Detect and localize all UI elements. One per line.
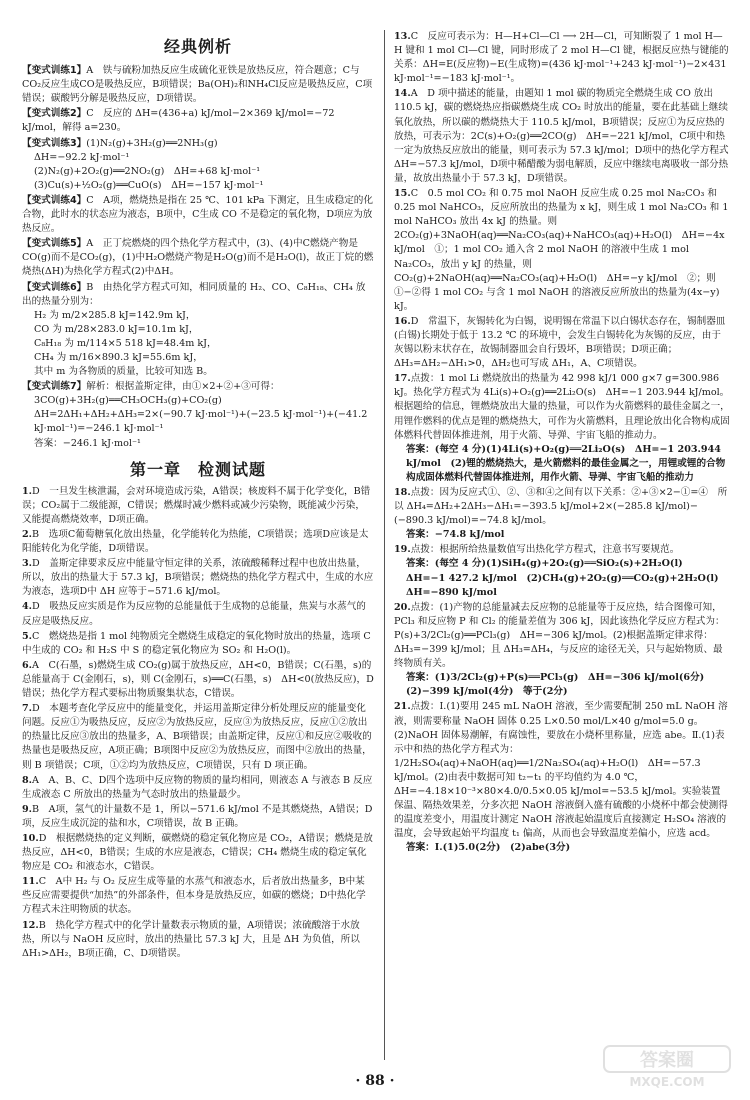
- variant-line: [22, 337, 374, 351]
- variant-line: [22, 394, 374, 436]
- answer-line: [22, 557, 374, 599]
- answer-number: 1.: [22, 485, 33, 497]
- answer-sub: 答案：Ⅰ.(1)5.0(2分) (2)abe(3分): [406, 842, 571, 854]
- answer-item: [394, 87, 730, 186]
- answer-item: [22, 803, 374, 831]
- variant-item: [22, 107, 374, 135]
- variant-line: [22, 437, 374, 451]
- answer-number: 17.: [394, 373, 411, 385]
- column-divider: [384, 30, 385, 1060]
- answer-line: [22, 630, 374, 658]
- answer-item: [394, 30, 730, 86]
- variant-item: [22, 380, 374, 450]
- variant-line: [22, 237, 374, 279]
- variant-list: [22, 64, 374, 451]
- answer-sub: 答案：−74.8 kJ/mol: [406, 529, 505, 541]
- answer-text: B 热化学方程式中的化学计量数表示物质的量，A项错误；浓硫酸溶于水放热，所以与 NaOH 反应时，放出的热量比 57.3 kJ 大，且是 ΔH 为负值，所以 ΔH₁>ΔH₂，B项正确，C、D项错误。: [22, 919, 360, 959]
- answer-number: 15.: [394, 188, 411, 200]
- answer-item: [22, 659, 374, 701]
- variant-label: 【变式训练4】: [22, 194, 87, 206]
- variant-text: 答案：−246.1 kJ·mol⁻¹: [34, 437, 141, 449]
- answer-item: [394, 486, 730, 542]
- variant-label: 【变式训练2】: [22, 108, 87, 120]
- answer-line: [22, 919, 374, 961]
- answer-sub: 答案：(每空 4 分)(1)SiH₄(g)+2O₂(g)══SiO₂(s)+2H₂O(l) ΔH=−1 427.2 kJ/mol (2)CH₄(g)+2O₂(g)══CO₂(g)+2H₂O(l) ΔH=−890 kJ/mol: [406, 558, 729, 598]
- left-column: [22, 30, 374, 962]
- section-title: 经典例析: [163, 37, 232, 56]
- answer-line: [394, 187, 730, 314]
- answer-text: D 吸热反应实质是作为反应物的总能量低于生成物的总能量，焦炭与水蒸气的反应是吸热反应。: [22, 601, 366, 627]
- answer-number: 20.: [394, 601, 411, 613]
- answer-text: D 根据燃烧热的定义判断，碳燃烧的稳定氧化物应是 CO₂，A错误；燃烧是放热反应，ΔH<0，B错误；生成的水应是液态，C错误；CH₄ 燃烧生成的稳定氧化物应是 CO₂ 和液态水，C错误。: [22, 832, 373, 873]
- variant-text: (3)Cu(s)+½O₂(g)══CuO(s) ΔH=−157 kJ·mol⁻¹: [34, 179, 264, 191]
- variant-label: 【变式训练5】: [22, 238, 87, 250]
- answer-number: 10.: [22, 832, 39, 844]
- answer-text: B A项，氢气的计量数不是 1，所以−571.6 kJ/mol 不是其燃烧热，A错误；D项，反应生成沉淀的盐和水，C项错误，故 B 正确。: [22, 803, 373, 829]
- left-answer-list: [22, 485, 374, 961]
- answer-text: 点拨：1 mol Li 燃烧放出的热量为 42 998 kJ/1 000 g×7 g=300.986 kJ。热化学方程式为 4Li(s)+O₂(g)══2Li₂O(s) ΔH=−1 203.944 kJ/mol。根据题给的信息，锂燃烧放出大量的热量，可以作为火箭燃料的最佳金属之一，用锂作燃料的优点是锂的燃烧热大，可作为火箭燃料，且理论放出化合物构成固体燃料代替固体推进剂，用于火箭、导弹、宇宙飞船的推动力。: [394, 373, 730, 441]
- answer-item: [394, 315, 730, 371]
- answer-text: C A中 H₂ 与 O₂ 反应生成等量的水蒸气和液态水，后者放出热量多，B中某些反应需要提供“加热”的外部条件，但本身是放热反应，如碳的燃烧；D中热化学方程式未注明物质的状态。: [22, 876, 366, 916]
- answer-line: [22, 702, 374, 772]
- answer-text: D 盖斯定律要求反应中能量守恒定律的关系，浓硫酸稀释过程中也放出热量，所以，放出的热量大于 57.3 kJ，B项错误；燃烧热的热化学方程式中，生成的水应为液态，选项D中 ΔH 应等于−571.6 kJ/mol。: [22, 558, 374, 598]
- answer-text: D 本题考查化学反应中的能量变化，并运用盖斯定律分析处理反应的能量变化问题。反应①为吸热反应，反应②为放热反应，反应③为放热反应，反应①②放出的热量比反应③放出的热量多，A、B项错误；由盖斯定律，反应①和反应②吸收的热量也是吸热反应，A项正确；B项图中反应②为放热反应，而图中②放出的热量，则 B 项错误；C项，①②均为放热反应，C项错误，只有 D 项正确。: [22, 703, 372, 771]
- variant-text: B 由热化学方程式可知，相同质量的 H₂、CO、C₈H₁₈、CH₄ 放出的热量分别为：: [22, 281, 366, 307]
- svg-text:答案圈: 答案圈: [640, 1050, 694, 1071]
- answer-line: [394, 315, 730, 371]
- variant-item: [22, 194, 374, 236]
- answer-sub: 答案：(1)3/2Cl₂(g)+P(s)══PCl₃(g) ΔH=−306 kJ/mol(6分) (2)−399 kJ/mol(4分) 等于(2分): [406, 672, 714, 698]
- answer-line: [394, 30, 730, 86]
- right-column: [394, 30, 730, 856]
- variant-label: 【变式训练3】: [22, 137, 87, 149]
- variant-text: CO 为 m/28×283.0 kJ=10.1m kJ，: [34, 323, 199, 335]
- variant-item: [22, 237, 374, 279]
- answer-number: 16.: [394, 315, 411, 327]
- variant-line: [22, 380, 374, 394]
- answer-item: [22, 875, 374, 917]
- variant-line: [22, 107, 374, 135]
- answer-text: C 0.5 mol CO₂ 和 0.75 mol NaOH 反应生成 0.25 mol Na₂CO₃ 和 0.25 mol NaHCO₃，反应所放出的热量为 x kJ，则生成 1 mol Na₂CO₃ 和 1 mol NaHCO₃ 放出 4x kJ 的热量。则 2CO₂(g)+3NaOH(aq)══Na₂CO₃(aq)+NaHCO₃(aq)+H₂O(l) ΔH=−4x kJ/mol ①；1 mol CO₂ 通入含 2 mol NaOH 的溶液中生成 1 mol Na₂CO₃，放出 y kJ 的热量，则 CO₂(g)+2NaOH(aq)══Na₂CO₃(aq)+H₂O(l) ΔH=−y kJ/mol ②；则①−②得 1 mol CO₂ 与含 1 mol NaOH 的溶液反应所放出的热量为(4x−y) kJ。: [394, 188, 729, 312]
- variant-label: 【变式训练6】: [22, 281, 87, 293]
- variant-line: [22, 64, 374, 106]
- page-number: · 88 ·: [355, 1073, 395, 1089]
- variant-line: [22, 179, 374, 193]
- answer-line: [22, 875, 374, 917]
- variant-line: [22, 165, 374, 179]
- answer-item: [22, 485, 374, 527]
- answer-text: B 选项C葡萄糖氧化放出热量，化学能转化为热能，C项错误；选项D应该是太阳能转化为化学能，D项错误。: [22, 529, 369, 555]
- variant-text: C 反应的 ΔH=(436+a) kJ/mol−2×369 kJ/mol=−72 kJ/mol，解得 a=230。: [22, 108, 335, 134]
- variant-item: [22, 281, 374, 380]
- answer-number: 8.: [22, 774, 33, 786]
- answer-number: 5.: [22, 630, 33, 642]
- variant-line: [22, 309, 374, 323]
- svg-text:MXQE.COM: MXQE.COM: [629, 1075, 705, 1089]
- variant-text: A 铁与硫粉加热反应生成硫化亚铁是放热反应，符合题意；C与CO₂反应生成CO是吸热反应，B项错误；Ba(OH)₂和NH₄Cl反应是吸热反应，C项错误；碳酸钙分解是吸热反应，D项错误。: [22, 65, 373, 105]
- right-answer-list: [394, 30, 730, 855]
- variant-text: (1)N₂(g)+3H₂(g)══2NH₃(g): [86, 137, 218, 149]
- answer-sub: 答案：(每空 4 分)(1)4Li(s)+O₂(g)══2Li₂O(s) ΔH=−1 203.944 kJ/mol (2)锂的燃烧热大，是火箭燃料的最佳金属之一，用锂或锂的合物构成固体燃料代替固体推进剂，用作火箭、导弹、宇宙飞船的推动力: [406, 443, 726, 483]
- answer-line: [394, 372, 730, 442]
- variant-text: C₈H₁₈ 为 m/114×5 518 kJ=48.4m kJ，: [34, 337, 217, 349]
- variant-item: [22, 64, 374, 106]
- answer-line: [22, 600, 374, 628]
- answer-text: 点拨：(1)产物的总能量减去反应物的总能量等于反应热，结合图像可知，PCl₃ 和反应物 P 和 Cl₂ 的能量差值为 306 kJ，因此该热化学反应方程式为：P(s)+3/2Cl₂(g)══PCl₃(g) ΔH=−306 kJ/mol。(2)根据盖斯定律求得：ΔH₃=−399 kJ/mol；且 ΔH₃=ΔH₄，与反应的途径无关，只与起始物质、最终物质有关。: [394, 601, 725, 670]
- answer-number: 12.: [22, 919, 39, 931]
- variant-line: [22, 151, 374, 165]
- variant-label: 【变式训练7】: [22, 381, 87, 393]
- answer-text: A C(石墨，s)燃烧生成 CO₂(g)属于放热反应，ΔH<0，B错误；C(石墨，s)的总能量高于 C(金刚石，s)，则 C(金刚石，s)══C(石墨，s) ΔH<0(放热反应)，D错误；热化学方程式要标出物质聚集状态，C错误。: [22, 659, 374, 700]
- answer-text: D 常温下，灰锡转化为白锡，说明锡在常温下以白锡状态存在，锡制器皿(白锡)长期处于低于 13.2 ℃ 的环境中，会发生白锡转化为灰锡的反应，由于灰锡以粉末状存在，故锡制器皿会自行毁坏，B项错误；D项正确；ΔH₃=ΔH₂−ΔH₁>0，ΔH₂也可写成 ΔH₁，A、C项错误。: [394, 315, 726, 370]
- answer-item: [22, 630, 374, 658]
- answer-line: [394, 700, 730, 841]
- answer-item: [22, 557, 374, 599]
- answer-item: [394, 700, 730, 855]
- answer-item: [22, 832, 374, 874]
- answer-item: [394, 187, 730, 314]
- answer-line: [22, 803, 374, 831]
- answer-text: A A、B、C、D四个选项中反应物的物质的量均相同，则液态 A 与液态 B 反应生成液态 C 所放出的热量为气态时放出的热量最少。: [22, 774, 373, 800]
- variant-line: [22, 281, 374, 309]
- variant-line: [22, 351, 374, 365]
- answer-item: [394, 601, 730, 700]
- answer-number: 4.: [22, 601, 33, 613]
- answer-text: 点拨：Ⅰ.(1)要用 245 mL NaOH 溶液，至少需要配制 250 mL NaOH 溶液，则需要称量 NaOH 固体 0.25 L×0.50 mol/L×40 g/mol=5.0 g。(2)NaOH 固体易潮解，有腐蚀性，要放在小烧杯里称量，应选 abe。Ⅱ.(1)表示中和热的热化学方程式为：1/2H₂SO₄(aq)+NaOH(aq)══1/2Na₂SO₄(aq)+H₂O(l) ΔH=−57.3 kJ/mol。(2)由表中数据可知 t₂−t₁ 的平均值约为 4.0 ℃，ΔH=−4.18×10⁻³×80×4.0/0.5×0.05 kJ/mol=−53.5 kJ/mol。实验装置保温、隔热效果差，分多次把 NaOH 溶液倒入盛有硫酸的小烧杯中都会使测得的温度差变小，用温度计测定 NaOH 溶液起始温度后直接测定 H₂SO₄ 溶液的温度，会导致起始平均温度 t₁ 偏高，从而也会导致温度差偏小，应选 acd。: [394, 701, 728, 840]
- answer-number: 21.: [394, 701, 411, 713]
- variant-text: (2)N₂(g)+2O₂(g)══2NO₂(g) ΔH=+68 kJ·mol⁻¹: [34, 165, 261, 177]
- answer-item: [22, 600, 374, 628]
- answer-item: [22, 774, 374, 802]
- answer-item: [22, 528, 374, 556]
- variant-line: [22, 365, 374, 379]
- answer-line: [394, 87, 730, 186]
- answer-text: D 一旦发生核泄漏，会对环境造成污染，A错误；核废料不属于化学变化，B错误；CO₂属于二级能源，C错误；燃煤时减少燃料或减少污染物，既能减少污染，又能提高燃烧效率，D项正确。: [22, 485, 371, 525]
- variant-line: [22, 323, 374, 337]
- variant-text: CH₄ 为 m/16×890.3 kJ=55.6m kJ，: [34, 351, 203, 363]
- answer-text: C 反应可表示为：H—H+Cl—Cl ⟶ 2H—Cl，可知断裂了 1 mol H—H 键和 1 mol Cl—Cl 键，同时形成了 2 mol H—Cl 键，根据反应热与键能的关系：ΔH=E(反应物)−E(生成物)=(436 kJ·mol⁻¹+243 kJ·mol⁻¹)−2×431 kJ·mol⁻¹=−183 kJ·mol⁻¹。: [394, 31, 729, 85]
- answer-number: 11.: [22, 876, 39, 888]
- answer-line: [394, 486, 730, 528]
- answer-number: 6.: [22, 659, 33, 671]
- variant-item: [22, 137, 374, 193]
- answer-line: [22, 774, 374, 802]
- answer-line: [22, 659, 374, 701]
- answer-line: [22, 832, 374, 874]
- chapter-title: 第一章 检测试题: [129, 459, 266, 479]
- answer-number: 14.: [394, 88, 411, 100]
- variant-text: ΔH=−92.2 kJ·mol⁻¹: [34, 151, 130, 163]
- answer-text: 点拨：因为反应式①、②、③和④之间有以下关系：②+③×2−①=④ 所以 ΔH₄=ΔH₂+2ΔH₃−ΔH₁=−393.5 kJ/mol+2×(−285.8 kJ/mol)−(−890.3 kJ/mol)=−74.8 kJ/mol。: [394, 487, 728, 527]
- variant-text: A 正丁烷燃烧的四个热化学方程式中，(3)、(4)中C燃烧产物是CO(g)而不是CO₂(g)，(1)中H₂O燃烧产物是H₂O(g)而不是H₂O(l)，故正丁烷的燃烧热(ΔH)为热化学方程式(2)中ΔH。: [22, 238, 374, 278]
- variant-line: [22, 137, 374, 151]
- variant-text: 其中 m 为各物质的质量，比较可知选 B。: [34, 366, 213, 378]
- variant-line: [22, 194, 374, 236]
- answer-item: [22, 702, 374, 772]
- answer-number: 19.: [394, 544, 411, 556]
- answer-line: [22, 485, 374, 527]
- answer-number: 7.: [22, 703, 33, 715]
- answer-line: [394, 543, 730, 557]
- variant-text: H₂ 为 m/2×285.8 kJ=142.9m kJ，: [34, 309, 196, 321]
- answer-item: [22, 919, 374, 961]
- answer-line: [394, 601, 730, 671]
- answer-text: 点拨：根据所给热量数值写出热化学方程式，注意书写要规范。: [410, 544, 680, 556]
- variant-text: 3CO(g)+3H₂(g)══CH₃OCH₃(g)+CO₂(g) ΔH=2ΔH₁+ΔH₂+ΔH₃=2×(−90.7 kJ·mol⁻¹)+(−23.5 kJ·mol⁻¹)+(−41.2 kJ·mol⁻¹)=−246.1 kJ·mol⁻¹: [34, 395, 368, 435]
- variant-label: 【变式训练1】: [22, 65, 87, 77]
- answer-item: [394, 543, 730, 599]
- variant-text: 解析：根据盖斯定律，由①×2+②+③可得：: [86, 381, 280, 393]
- answer-number: 2.: [22, 529, 33, 540]
- answer-item: [394, 372, 730, 485]
- answer-number: 18.: [394, 487, 411, 498]
- answer-number: 13.: [394, 31, 411, 42]
- answer-text: A D 项中描述的能量，由题知 1 mol 碳的物质完全燃烧生成 CO 放出 110.5 kJ，碳的燃烧热应指碳燃烧生成 CO₂ 时放出的能量，要在此基础上继续氧化放热，所以碳的燃烧热大于 110.5 kJ/mol，B项错误；反应①为反应热的放热，可表示为：2C(s)+O₂(g)══2CO(g) ΔH=−221 kJ/mol，C项中和热一定为放热反应放出的能量，则可表示为 57.3 kJ/mol；D项中的热化学方程式 ΔH=−57.3 kJ/mol，D项中稀醋酸为弱电解质，反应中继续电离吸收一部分热量，故放出热量小于 57.3 kJ，D项错误。: [394, 88, 729, 184]
- answer-number: 9.: [22, 803, 33, 815]
- answer-number: 3.: [22, 558, 33, 570]
- variant-text: C A项，燃烧热是指在 25 ℃、101 kPa 下测定，且生成稳定的化合物，此时水的状态应为液态，B项中，C生成 CO 不是稳定的氧化物，D项应为放热反应。: [22, 194, 373, 235]
- watermark-logo: [602, 1044, 732, 1090]
- answer-text: C 燃烧热是指 1 mol 纯物质完全燃烧生成稳定的氧化物时放出的热量，选项 C 中生成的 CO₂ 和 H₂S 中 S 的稳定氧化物应为 SO₂ 和 H₂O(l)。: [22, 630, 371, 656]
- answer-line: [22, 528, 374, 556]
